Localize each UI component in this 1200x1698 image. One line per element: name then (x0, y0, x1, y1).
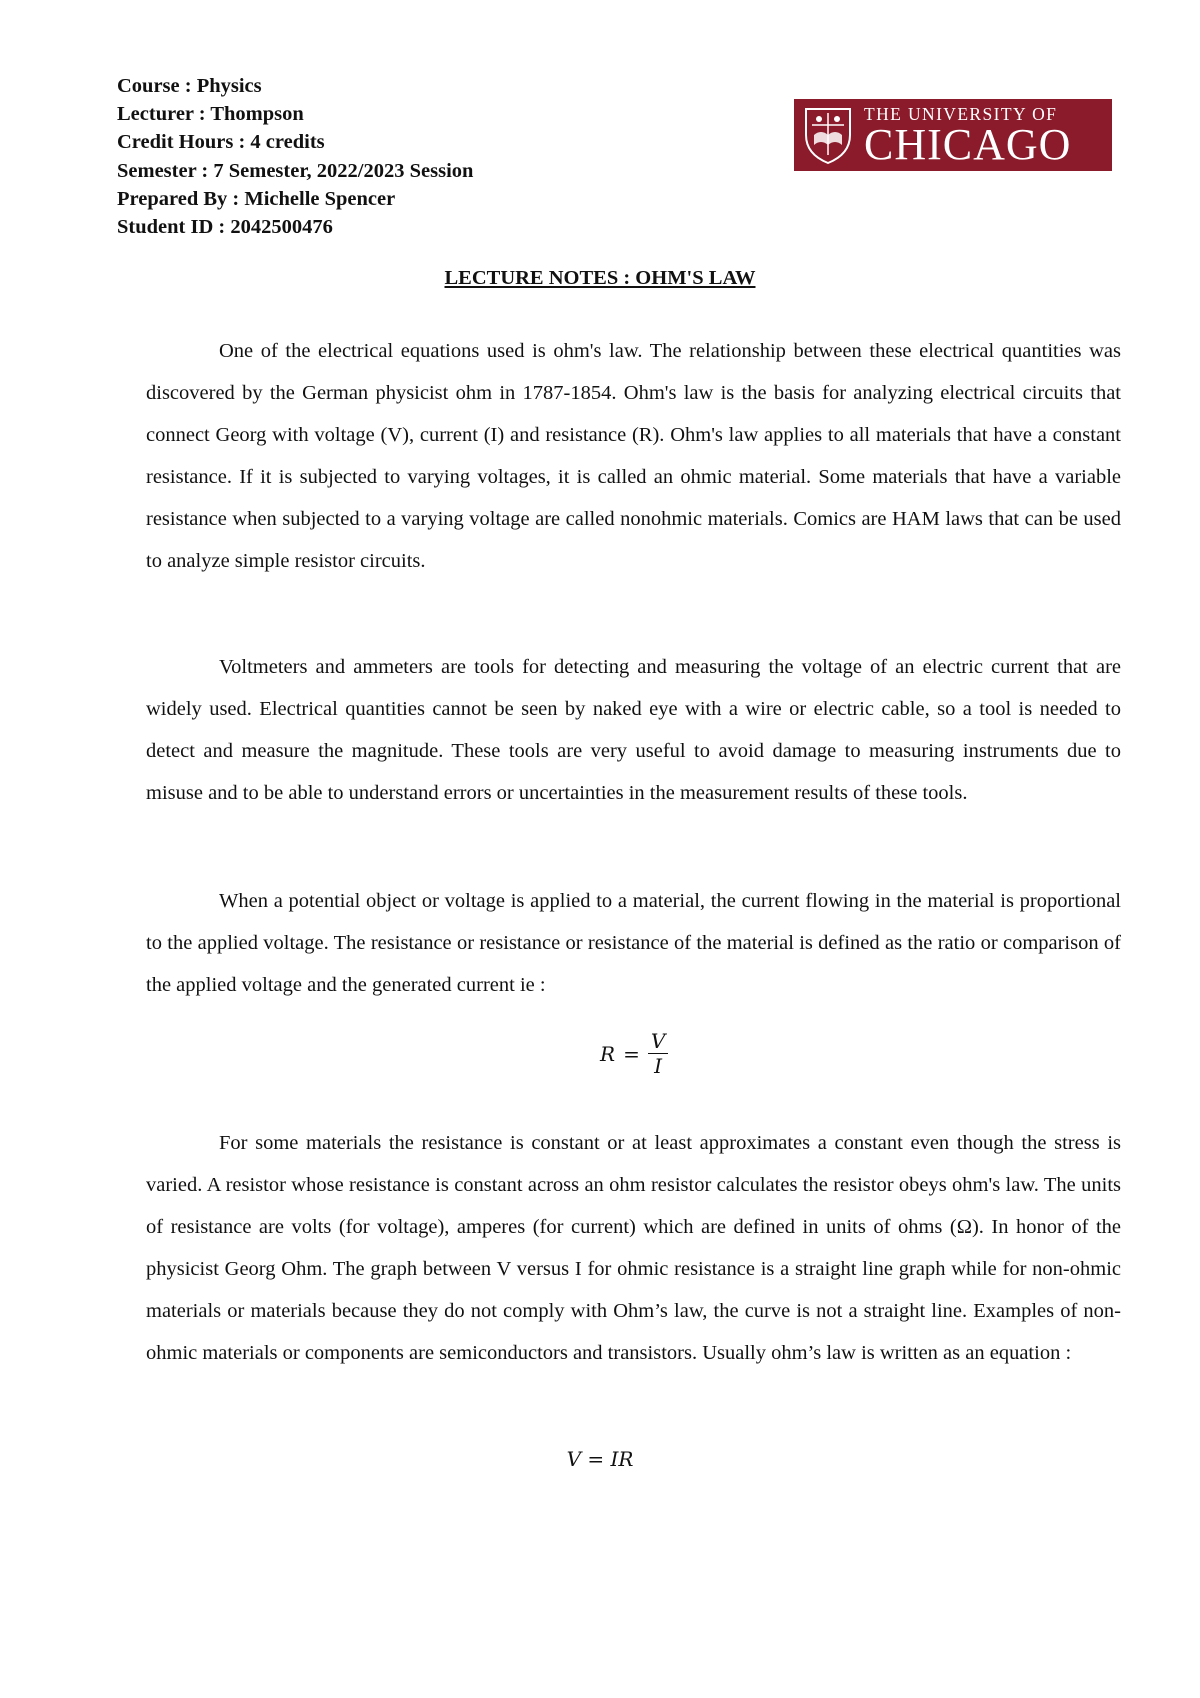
logo-wordmark (864, 104, 1072, 169)
resistance-formula (600, 1030, 668, 1078)
formula-equals: = (623, 1042, 640, 1066)
logo-line-1: THE UNIVERSITY OF (864, 104, 1058, 124)
course-info-block (117, 72, 473, 241)
ohms-law-equation: V = IR (566, 1447, 634, 1471)
formula-lhs: R (600, 1042, 616, 1066)
university-logo (794, 99, 1112, 171)
logo-line-2: CHICAGO (864, 120, 1072, 169)
formula-denominator: I (654, 1054, 662, 1078)
paragraph-2 (146, 646, 1121, 814)
student-id-line: Student ID : 2042500476 (117, 216, 333, 239)
paragraph-text: For some materials the resistance is constant or at least approximates a constant even though the stress is varied. A resistor whose resistance is constant across an ohm resistor calculates the resistor obeys ohm's law. The units of resistance are volts (for voltage), amperes (for current) which are defined in units of ohms (Ω). In honor of the physicist Georg Ohm. The graph between V versus I for ohmic resistance is a straight line graph while for non-ohmic materials or materials because they do not comply with Ohm’s law, the curve is not a straight line. Examples of non-ohmic materials or components are semiconductors and transistors. Usually ohm’s law is written as an equation : (146, 1132, 1121, 1364)
prepared-by-line: Prepared By : Michelle Spencer (117, 187, 396, 210)
paragraph-4 (146, 1122, 1121, 1374)
course-line: Course : Physics (117, 75, 262, 97)
crest-icon (802, 105, 854, 165)
paragraph-text: Voltmeters and ammeters are tools for detecting and measuring the voltage of an electric current that are widely used. Electrical quantities cannot be seen by naked eye with a wire or electric cable, so a tool is needed to detect and measure the magnitude. These tools are very useful to avoid damage to measuring instruments due to misuse and to be able to understand errors or uncertainties in the measurement results of these tools. (146, 656, 1121, 804)
semester-line: Semester : 7 Semester, 2022/2023 Session (117, 159, 474, 182)
paragraph-3 (146, 880, 1121, 1006)
credit-hours-line: Credit Hours : 4 credits (117, 131, 325, 154)
formula-numerator: V (648, 1030, 668, 1054)
lecturer-line: Lecturer : Thompson (117, 103, 304, 126)
formula-fraction (648, 1030, 668, 1078)
paragraph-1 (146, 330, 1121, 582)
paragraph-text: One of the electrical equations used is ohm's law. The relationship between these electrical quantities was discovered by the German physicist ohm in 1787-1854. Ohm's law is the basis for analyzing electrical circuits that connect Georg with voltage (V), current (I) and resistance (R). Ohm's law applies to all materials that have a constant resistance. If it is subjected to varying voltages, it is called an ohmic material. Some materials that have a variable resistance when subjected to a varying voltage are called nonohmic materials. Comics are HAM laws that can be used to analyze simple resistor circuits. (146, 340, 1121, 572)
paragraph-text: When a potential object or voltage is applied to a material, the current flowing in the material is proportional to the applied voltage. The resistance or resistance or resistance of the material is defined as the ratio or comparison of the applied voltage and the generated current ie : (146, 890, 1121, 996)
page-title: LECTURE NOTES : OHM'S LAW (444, 267, 756, 289)
